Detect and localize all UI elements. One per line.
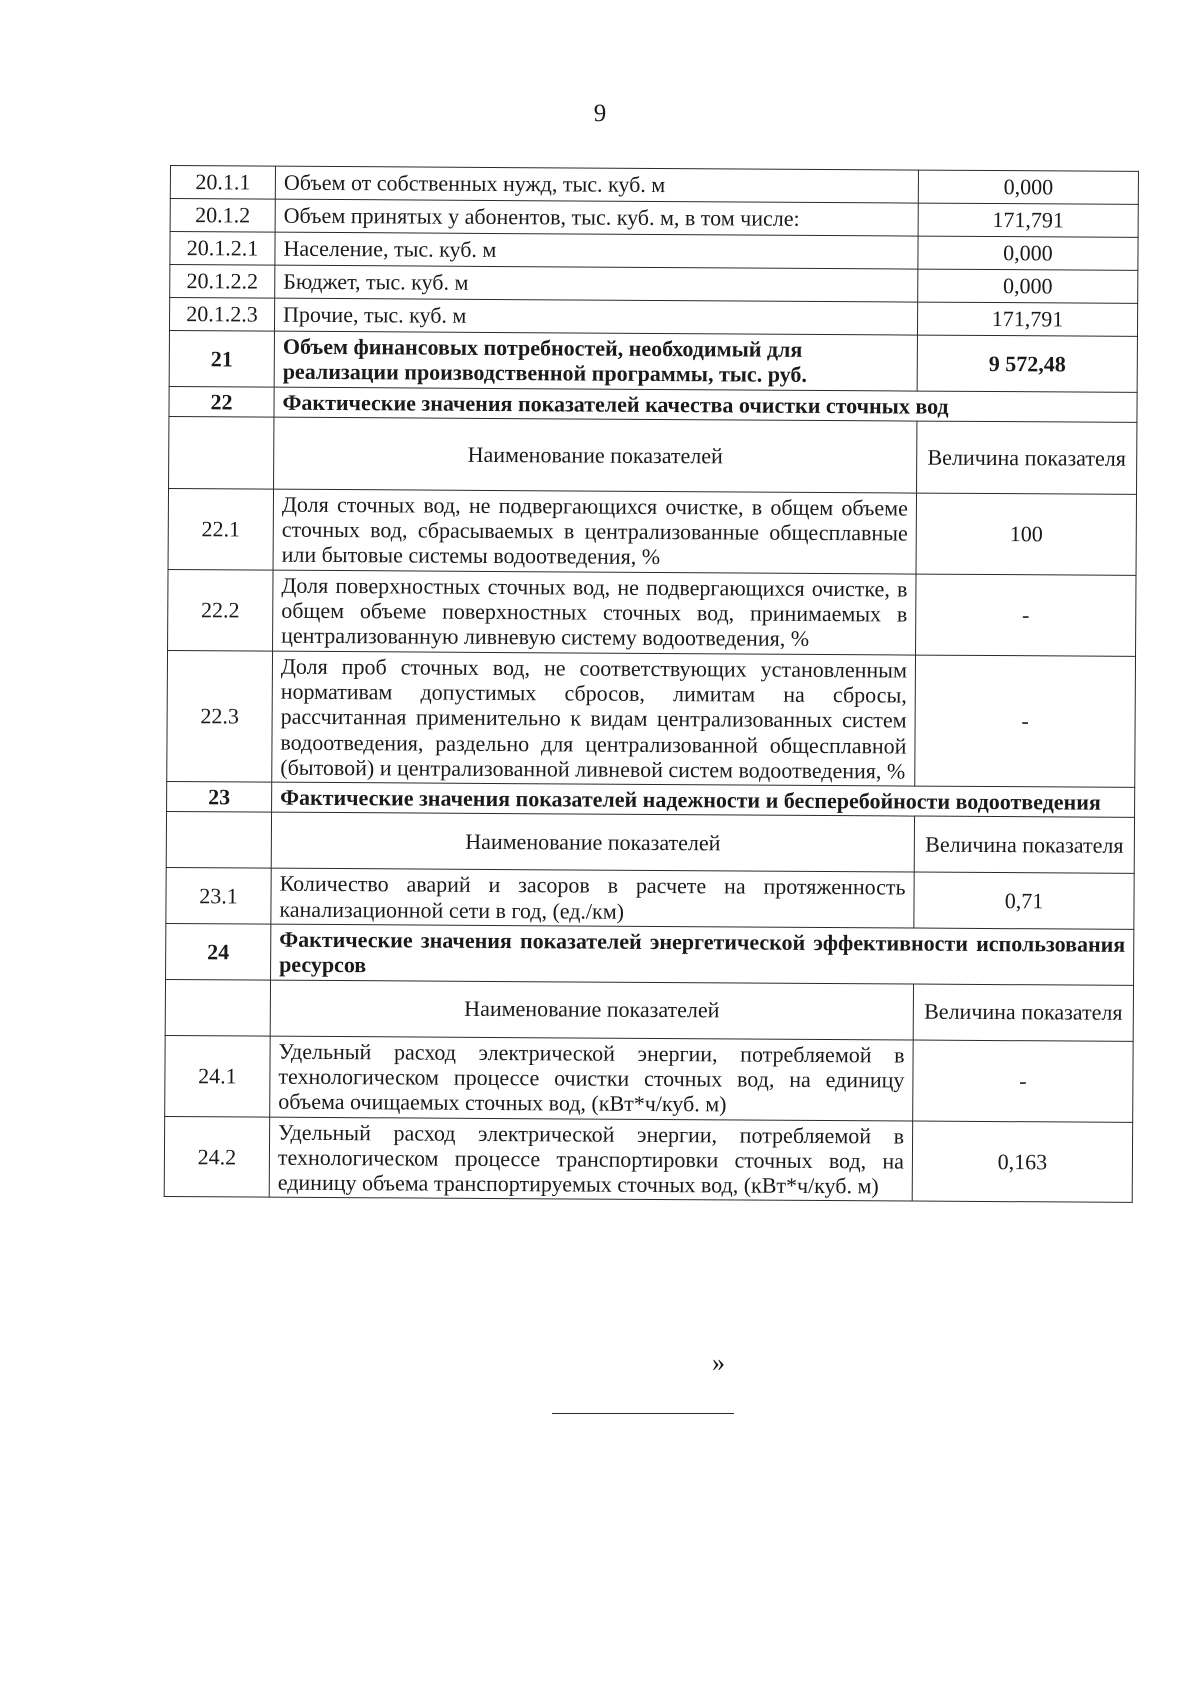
- row-text: Объем финансовых потребностей, необходимый для реализации производственной программы, тыс. руб.: [274, 331, 917, 391]
- row-value: 0,163: [912, 1121, 1132, 1203]
- row-value: 171,791: [917, 302, 1137, 336]
- column-header-value: Величина показателя: [917, 421, 1137, 494]
- section-title: Фактические значения показателей надежности и бесперебойности водоотведения: [272, 782, 1135, 818]
- row-text: Удельный расход электрической энергии, потребляемой в технологическом процессе транспортировки сточных вод, на единицу объема транспортируемых сточных вод, (кВт*ч/куб. м): [269, 1117, 912, 1202]
- row-number: 23.1: [166, 868, 271, 924]
- section-title: Фактические значения показателей качества очистки сточных вод: [274, 387, 1137, 423]
- row-value: 0,71: [914, 873, 1134, 930]
- row-value: 100: [916, 493, 1136, 575]
- column-header-row: [165, 979, 1133, 1041]
- table-row: [168, 488, 1136, 575]
- column-header-row: [166, 812, 1134, 874]
- row-text: Доля сточных вод, не подвергающихся очистке, в общем объеме сточных вод, сбрасываемых в централизованные общесплавные или бытовые системы водоотведения, %: [273, 489, 916, 574]
- row-text: Доля проб сточных вод, не соответствующих установленным нормативам допустимых сбросов, лимитам на сбросы, рассчитанная применительно к видам централизованных систем водоотведения, раздельно для централизованной общесплавной (бытовой) и централизованной ливневой систем водоотведения, %: [272, 651, 916, 786]
- row-value: 0,000: [918, 170, 1138, 204]
- row-number: 22.3: [167, 650, 273, 782]
- row-text: Объем принятых у абонентов, тыс. куб. м, в том числе:: [275, 199, 918, 236]
- end-divider-line: [552, 1413, 734, 1414]
- row-number: 22.1: [168, 488, 273, 570]
- row-text: Удельный расход электрической энергии, потребляемой в технологическом процессе очистки сточных вод, на единицу объема очищаемых сточных вод, (кВт*ч/куб. м): [270, 1036, 913, 1121]
- row-number: 21: [169, 330, 274, 386]
- row-text: Бюджет, тыс. куб. м: [275, 265, 918, 302]
- row-number: 22.2: [168, 569, 273, 651]
- section-header-24: [166, 924, 1134, 986]
- column-header-value: Величина показателя: [914, 817, 1134, 874]
- section-title: Фактические значения показателей энергетической эффективности использования ресурсов: [271, 924, 1134, 985]
- table-row: [165, 1035, 1133, 1122]
- row-value: 0,000: [918, 236, 1138, 270]
- row-text: Объем от собственных нужд, тыс. куб. м: [275, 166, 918, 203]
- section-number: 23: [167, 782, 272, 813]
- row-number: 20.1.1: [170, 166, 275, 200]
- indicators-table: [164, 165, 1139, 1203]
- row-number: 24.2: [164, 1116, 269, 1198]
- section-number: 22: [169, 386, 274, 417]
- row-value: 0,000: [918, 269, 1138, 303]
- row-number: 20.1.2.2: [170, 265, 275, 299]
- empty-cell: [166, 812, 271, 869]
- row-number: 20.1.2: [170, 199, 275, 233]
- row-value: 171,791: [918, 203, 1138, 237]
- section-number: 24: [166, 924, 271, 980]
- table-row: [166, 868, 1134, 930]
- empty-cell: [169, 416, 274, 489]
- row-value: -: [915, 655, 1136, 788]
- column-header-name: Наименование показателей: [271, 813, 914, 873]
- row-value: 9 572,48: [917, 335, 1137, 392]
- column-header-name: Наименование показателей: [270, 980, 913, 1040]
- row-number: 24.1: [165, 1035, 270, 1117]
- column-header-name: Наименование показателей: [274, 417, 917, 493]
- row-text: Доля поверхностных сточных вод, не подвергающихся очистке, в общем объеме поверхностных сточных вод, принимаемых в централизованную ливневую систему водоотведения, %: [273, 570, 916, 655]
- column-header-row: [169, 416, 1137, 494]
- column-header-value: Величина показателя: [913, 984, 1133, 1041]
- table-row: [169, 330, 1137, 392]
- table-row: [164, 1116, 1132, 1203]
- table-row: [167, 650, 1136, 787]
- row-number: 20.1.2.3: [169, 298, 274, 332]
- row-value: -: [913, 1040, 1133, 1122]
- closing-quote: »: [712, 1348, 725, 1377]
- row-text: Прочие, тыс. куб. м: [274, 298, 917, 335]
- table-row: [168, 569, 1136, 656]
- empty-cell: [165, 979, 270, 1036]
- row-number: 20.1.2.1: [170, 232, 275, 266]
- row-value: -: [916, 574, 1136, 656]
- row-text: Количество аварий и засоров в расчете на протяженность канализационной сети в год, (ед./км): [271, 869, 914, 929]
- page-number: 9: [593, 100, 607, 127]
- row-text: Население, тыс. куб. м: [275, 232, 918, 269]
